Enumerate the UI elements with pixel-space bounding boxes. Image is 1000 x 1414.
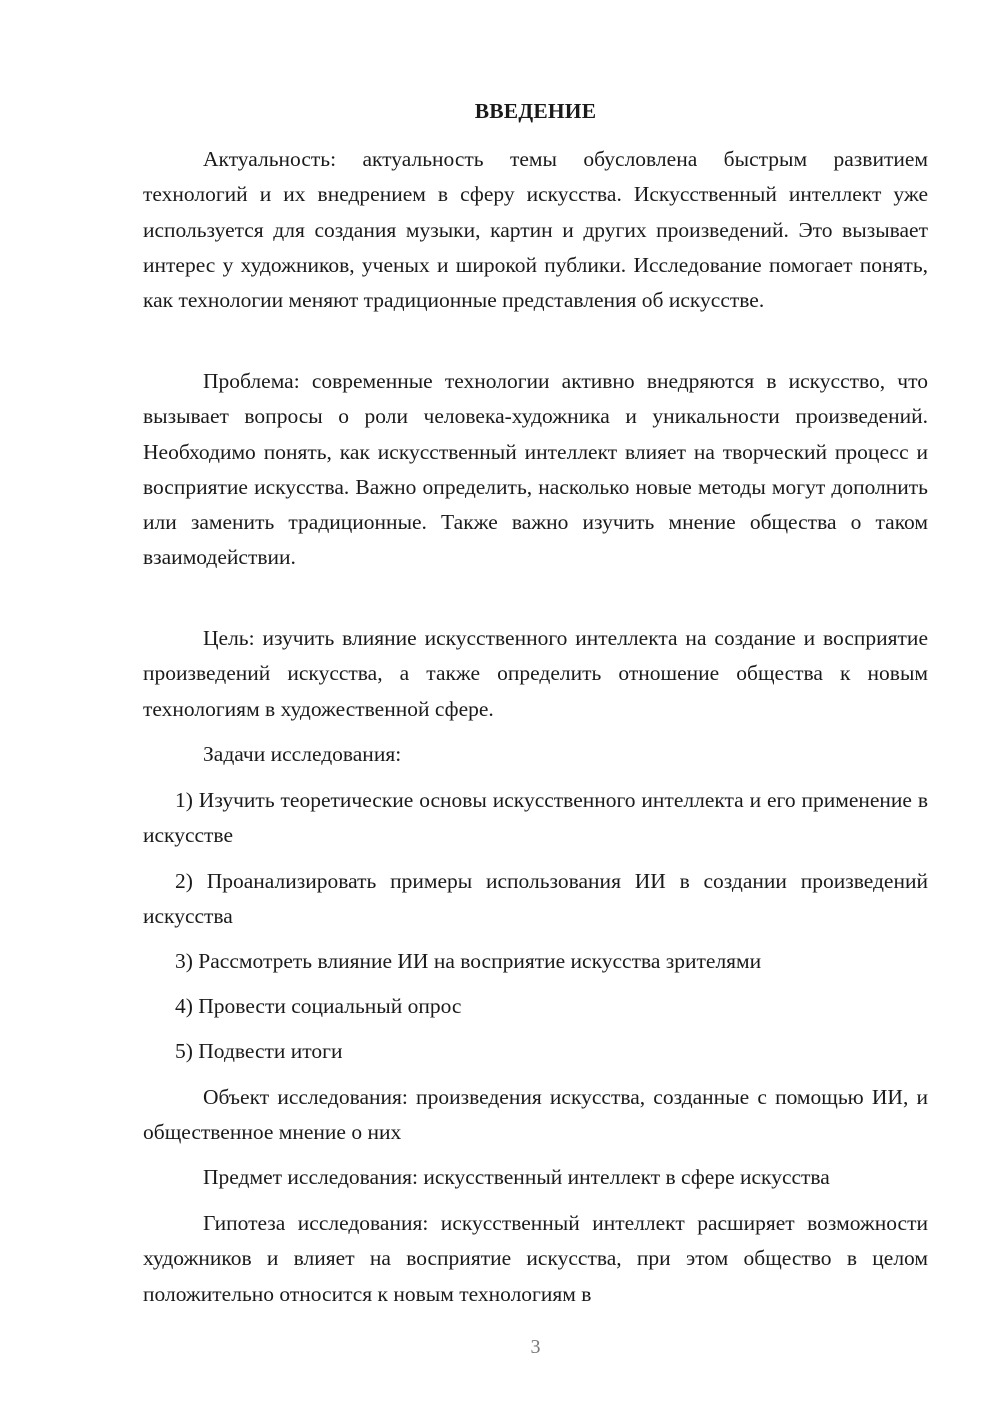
hypothesis-paragraph: Гипотеза исследования: искусственный интеллект расширяет возможности художников и влияет на восприятие искусства, при этом общество в целом положительно относится к новым технологиям в (143, 1211, 928, 1306)
page-number: 3 (530, 1336, 541, 1358)
task-item-4: 4) Провести социальный опрос (175, 994, 462, 1018)
task-item-2: 2) Проанализировать примеры использования ИИ в создании произведений искусства (143, 869, 928, 929)
task-item-3: 3) Рассмотреть влияние ИИ на восприятие искусства зрителями (175, 949, 762, 973)
section-title: ВВЕДЕНИЕ (474, 99, 597, 123)
relevance-paragraph: Актуальность: актуальность темы обусловлена быстрым развитием технологий и их внедрением в сферу искусства. Искусственный интеллект уже используется для создания музыки, картин и других произведений. Это вызывает интерес у художников, ученых и широкой публики. Исследование помогает понять, как технологии меняют традиционные представления об искусстве. (143, 147, 928, 313)
task-item-5: 5) Подвести итоги (175, 1039, 343, 1063)
goal-paragraph: Цель: изучить влияние искусственного интеллекта на создание и восприятие произведений искусства, а также определить отношение общества к новым технологиям в художественной сфере. (143, 626, 928, 721)
object-paragraph: Объект исследования: произведения искусства, созданные с помощью ИИ, и общественное мнение о них (143, 1085, 928, 1145)
problem-paragraph: Проблема: современные технологии активно внедряются в искусство, что вызывает вопросы о роли человека-художника и уникальности произведений. Необходимо понять, как искусственный интеллект влияет на творческий процесс и восприятие искусства. Важно определить, насколько новые методы могут дополнить или заменить традиционные. Также важно изучить мнение общества о таком взаимодействии. (143, 369, 928, 570)
tasks-heading: Задачи исследования: (203, 742, 402, 766)
task-item-1: 1) Изучить теоретические основы искусственного интеллекта и его применение в искусстве (143, 788, 928, 848)
subject-paragraph: Предмет исследования: искусственный интеллект в сфере искусства (203, 1165, 830, 1189)
